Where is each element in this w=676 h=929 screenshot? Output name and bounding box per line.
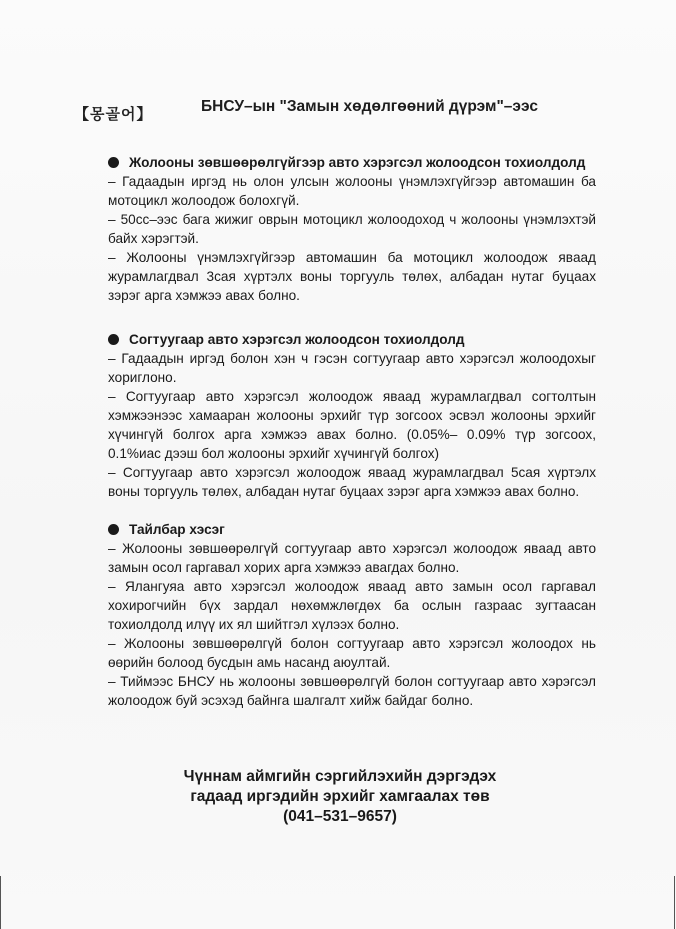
section-paragraph: – Жолооны зөвшөөрөлгүй болон согтуугаар авто хэрэгсэл жолоодох нь өөрийн болоод бусдын амь насанд аюултай. [108, 636, 596, 670]
section-heading-text: Тайлбар хэсэг [129, 522, 225, 537]
section-explanation [108, 520, 596, 710]
issuer-phone: (041–531–9657) [283, 808, 397, 825]
section-paragraph: – Согтуугаар авто хэрэгсэл жолоодож явaад журамлагдвал согтолтын хэмжээнээс хамааран жолооны эрхийг түр зогсоох эсвэл жолооны эрхийг хүчингүй болгох арга хэмжээ авах болно. (0.05%– 0.09% түр зогсоох, 0.1%иас дээш бол жолооны эрхийг хүчингүй болгох) [108, 389, 596, 461]
section-heading [108, 330, 596, 349]
bullet-dot-icon [108, 334, 119, 345]
section-drunk-driving [108, 330, 596, 501]
bullet-dot-icon [108, 157, 119, 168]
bullet-dot-icon [108, 524, 119, 535]
section-paragraph: – Тиймээс БНСУ нь жолооны зөвшөөрөлгүй болон согтуугаар авто хэрэгсэл жолоодож буй эсэхэд байнга шалгалт хийж байдаг болно. [108, 674, 596, 708]
scan-edge-right [674, 876, 675, 929]
section-paragraph: – 50cc–ээс бага жижиг оврын мотоцикл жолоодоход ч жолооны үнэмлэхтэй байх хэрэгтэй. [108, 212, 596, 246]
section-unlicensed-driving [108, 153, 596, 305]
section-heading [108, 153, 596, 172]
section-heading-text: Согтуугаар авто хэрэгсэл жолоодсон тохиолдолд [129, 332, 465, 347]
document-title: БНСУ–ын "Замын хөдөлгөөний дүрэм"–ээс [201, 98, 538, 115]
issuer-name-line2: гадаад иргэдийн эрхийг хамгаалах төв [190, 788, 490, 805]
section-heading-text: Жолооны зөвшөөрөлгүйгээр авто хэрэгсэл жолоодсон тохиолдолд [129, 155, 586, 170]
section-paragraph: – Гадаадын иргэд болон хэн ч гэсэн согтуугаар авто хэрэгсэл жолоодохыг хориглоно. [108, 351, 596, 385]
section-paragraph: – Жолооны үнэмлэхгүйгээр автомашин ба мотоцикл жолоодож явaад журамлагдвал 3сая хүртэлх воны торгууль төлөх, албадан нутаг буцаах зэрэг арга хэмжээ авах болно. [108, 250, 596, 303]
section-paragraph: – Согтуугаар авто хэрэгсэл жолоодож явaад журамлагдвал 5сая хүртэлх воны торгууль төлөх, албадан нутаг буцаах зэрэг арга хэмжээ авах болно. [108, 465, 596, 499]
issuer-name-line1: Чүннам аймгийн сэргийлэхийн дэргэдэх [183, 768, 497, 785]
section-paragraph: – Гадаадын иргэд нь олон улсын жолооны үнэмлэхгүйгээр автомашин ба мотоцикл жолоодож болохгүй. [108, 174, 596, 208]
issuer-footer [180, 767, 500, 827]
language-tag: 【몽골어】 [74, 105, 153, 123]
section-paragraph: – Ялангуяа авто хэрэгсэл жолоодож явaад авто замын осол гаргавал хохирогчийн бүх зардал нөхөмжлөгдөх ба ослын газраас зугтаасан тохиолдолд илүү их ял шийтгэл хүлээх болно. [108, 579, 596, 632]
scan-edge-left [0, 876, 1, 929]
section-heading [108, 520, 596, 539]
section-paragraph: – Жолооны зөвшөөрөлгүй согтуугаар авто хэрэгсэл жолоодож явaад авто замын осол гаргавал хорих арга хэмжээ авагдах болно. [108, 541, 596, 575]
